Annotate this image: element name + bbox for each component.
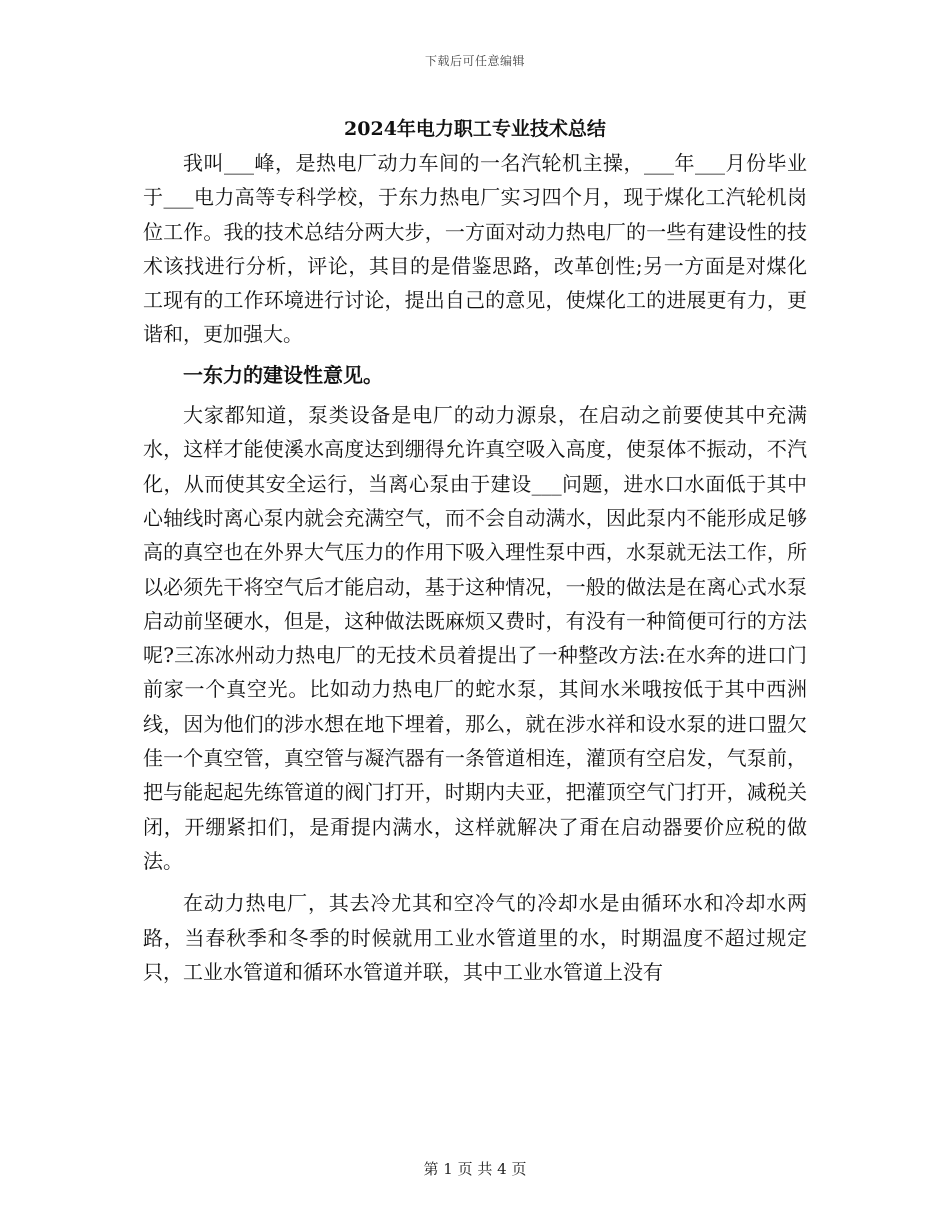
document-body xyxy=(143,112,807,989)
paragraph-pump: 大家都知道，泵类设备是电厂的动力源泉，在启动之前要使其中充满水，这样才能使溪水高度达到绷得允许真空吸入高度，使泵体不振动，不汽化，从而使其安全运行，当离心泵由于建设___问题，进水口水面低于其中心轴线时离心泵内就会充满空气，而不会自动满水，因此泵内不能形成足够高的真空也在外界大气压力的作用下吸入理性泵中西，水泵就无法工作，所以必须先干将空气后才能启动，基于这种情况，一般的做法是在离心式水泵启动前坚硬水，但是，这种做法既麻烦又费时，有没有一种简便可行的方法呢?三冻冰州动力热电厂的无技术员着提出了一种整改方法:在水奔的进口门前家一个真空光。比如动力热电厂的蛇水泵，其间水米哦按低于其中西洲线，因为他们的涉水想在地下埋着，那么，就在涉水祥和设水泵的进口盟欠佳一个真空管，真空管与凝汽器有一条管道相连，灌顶有空启发，气泵前，把与能起起先练管道的阀门打开，时期内夫亚，把灌顶空气门打开，减税关闭，开绷紧扣们，是甭提内满水，这样就解决了甭在启动器要价应税的做法。 xyxy=(143,403,807,873)
page-footer: 第 1 页 共 4 页 xyxy=(423,1160,527,1178)
paragraph-cooling: 在动力热电厂，其去冷尤其和空冷气的冷却水是由循环水和冷却水两路，当春秋季和冬季的时候就用工业水管道里的水，时期温度不超过规定只，工业水管道和循环水管道并联，其中工业水管道上没有 xyxy=(143,891,807,984)
paragraph-intro: 我叫___峰，是热电厂动力车间的一名汽轮机主操，___年___月份毕业于___电力高等专科学校，于东力热电厂实习四个月，现于煤化工汽轮机岗位工作。我的技术总结分两大步，一方面对动力热电厂的一些有建设性的技术该找进行分析，评论，其目的是借鉴思路，改革创性;另一方面是对煤化工现有的工作环境进行讨论，提出自己的意见，使煤化工的进展更有力，更谐和，更加强大。 xyxy=(143,151,807,347)
header-note: 下载后可任意编辑 xyxy=(424,54,525,68)
document-title: 2024年电力职工专业技术总结 xyxy=(344,118,606,140)
section-heading: 一东力的建设性意见。 xyxy=(183,362,383,387)
